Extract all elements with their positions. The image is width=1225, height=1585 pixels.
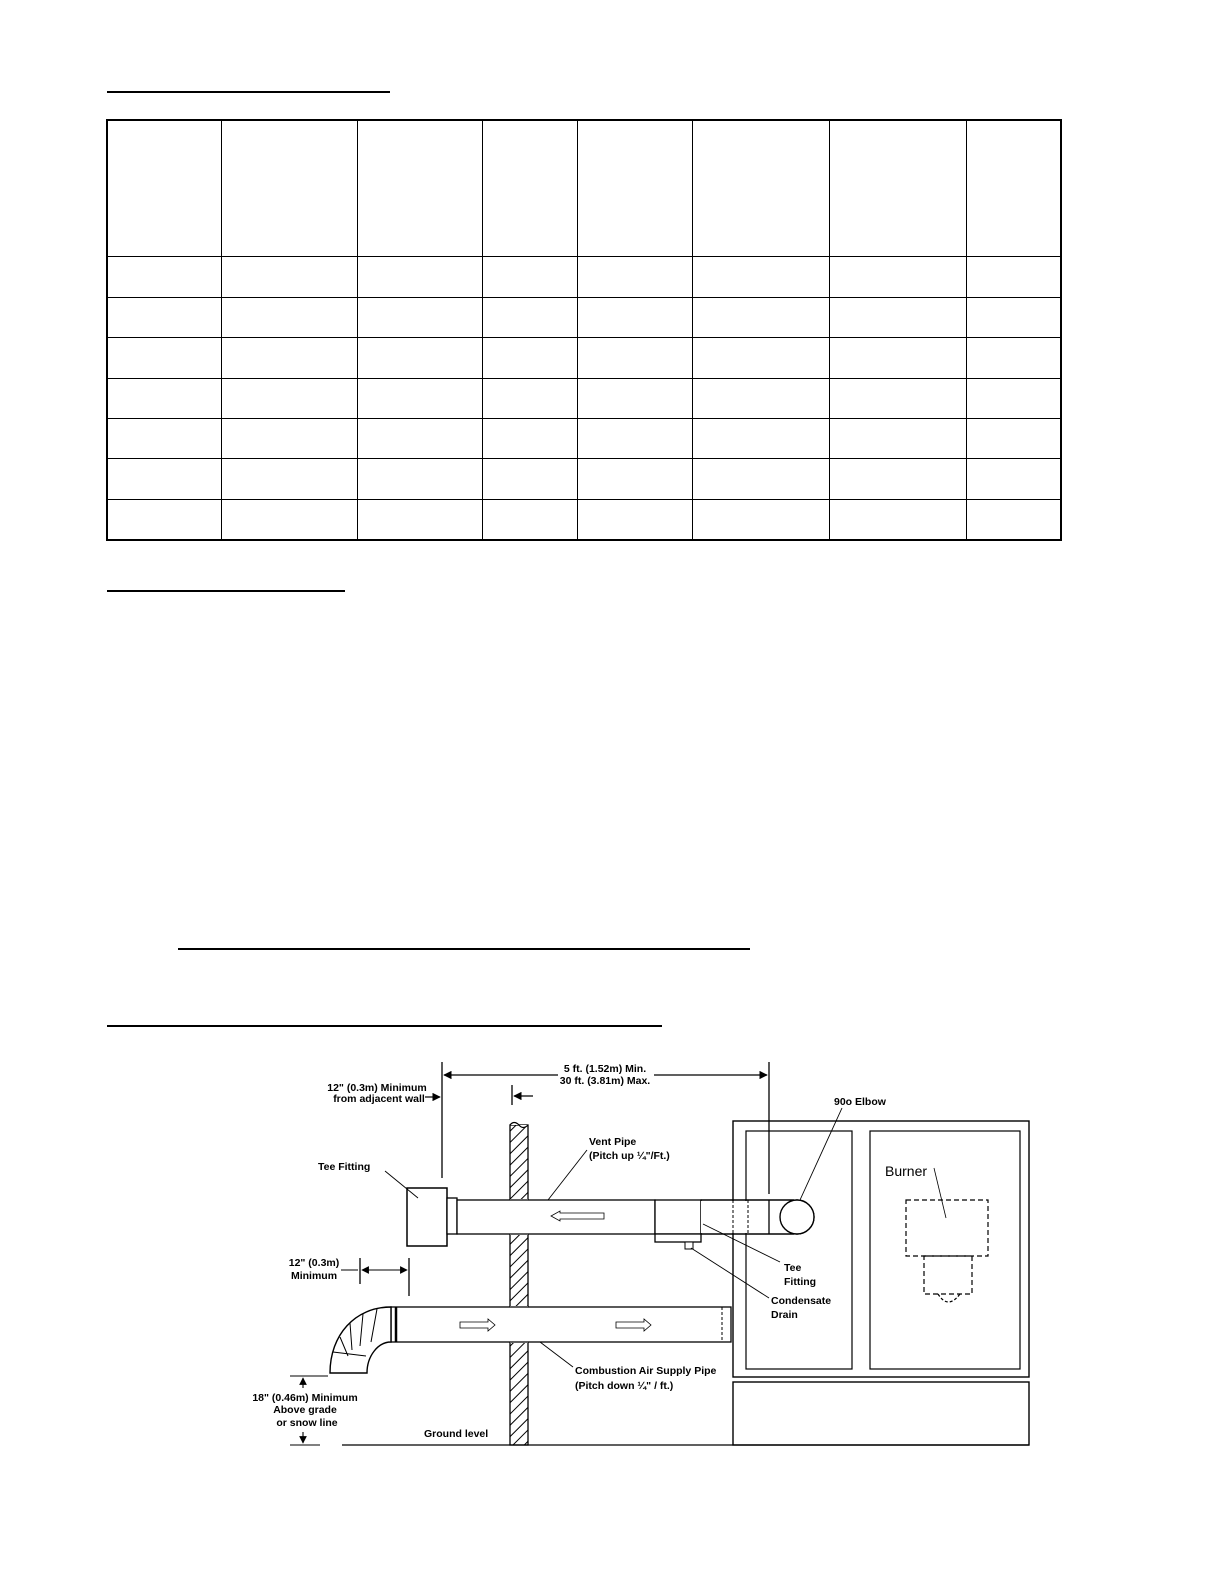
elbow-label: 90o Elbow — [834, 1096, 886, 1108]
table-cell — [692, 378, 829, 418]
table-cell — [577, 297, 692, 337]
table-cell — [829, 499, 966, 540]
table-cell — [966, 499, 1061, 540]
grade-clearance-line2: Above grade — [273, 1404, 337, 1416]
tee-fitting-right-label-2: Fitting — [784, 1276, 817, 1288]
table-row — [107, 257, 1061, 297]
header-cell — [107, 120, 221, 257]
table-cell — [577, 499, 692, 540]
table-row — [107, 419, 1061, 459]
table-cell — [221, 459, 357, 499]
header-cell — [577, 120, 692, 257]
table-cell — [107, 419, 221, 459]
header-cell — [692, 120, 829, 257]
heading-underline-3 — [178, 948, 750, 950]
heading-underline-2 — [107, 590, 345, 592]
furnace-cabinet — [701, 1121, 1029, 1445]
table-cell — [357, 378, 482, 418]
vent-length-dimension — [442, 1062, 769, 1194]
table-row — [107, 459, 1061, 499]
grade-clearance-dimension — [252, 1376, 357, 1445]
vent-length-max-label: 30 ft. (3.81m) Max. — [559, 1075, 651, 1087]
table-cell — [829, 378, 966, 418]
table-cell — [107, 257, 221, 297]
table-cell — [577, 257, 692, 297]
table-cell — [577, 419, 692, 459]
table-cell — [692, 459, 829, 499]
table-cell — [692, 297, 829, 337]
table-cell — [692, 257, 829, 297]
vent-pipe-label-2: (Pitch up ¼"/Ft.) — [589, 1150, 670, 1162]
table-cell — [482, 499, 577, 540]
table-cell — [357, 338, 482, 378]
tee-fitting-left-label: Tee Fitting — [318, 1161, 371, 1173]
pipe-spacing-line1: 12" (0.3m) — [288, 1257, 340, 1269]
table-cell — [692, 419, 829, 459]
table-cell — [829, 459, 966, 499]
table-cell — [357, 499, 482, 540]
table-cell — [357, 257, 482, 297]
spec-table — [106, 119, 1062, 541]
table-cell — [966, 257, 1061, 297]
table-cell — [107, 297, 221, 337]
table-row — [107, 378, 1061, 418]
vent-pipe-label-1: Vent Pipe — [589, 1136, 637, 1148]
grade-clearance-line3: or snow line — [276, 1417, 338, 1429]
table-cell — [829, 257, 966, 297]
table-cell — [482, 338, 577, 378]
condensate-drain-label-1: Condensate — [771, 1295, 832, 1307]
table-cell — [221, 378, 357, 418]
header-cell — [221, 120, 357, 257]
header-cell — [966, 120, 1061, 257]
table-cell — [107, 499, 221, 540]
table-cell — [221, 338, 357, 378]
table-cell — [966, 459, 1061, 499]
grade-clearance-line1: 18" (0.46m) Minimum — [252, 1392, 358, 1404]
table-cell — [482, 257, 577, 297]
header-cell — [482, 120, 577, 257]
table-cell — [482, 419, 577, 459]
tee-fitting-right-label-1: Tee — [784, 1262, 802, 1274]
table-cell — [482, 378, 577, 418]
combustion-pipe-label-1: Combustion Air Supply Pipe — [575, 1365, 717, 1377]
table-cell — [692, 499, 829, 540]
table-cell — [107, 459, 221, 499]
table-cell — [107, 338, 221, 378]
table-cell — [107, 378, 221, 418]
table-cell — [966, 297, 1061, 337]
condensate-drain-label-2: Drain — [771, 1309, 798, 1321]
table-cell — [829, 297, 966, 337]
combustion-air-pipe — [330, 1306, 731, 1373]
table-row — [107, 499, 1061, 540]
table-cell — [221, 419, 357, 459]
table-cell — [221, 297, 357, 337]
heading-underline-1 — [107, 91, 390, 93]
table-cell — [966, 378, 1061, 418]
table-cell — [692, 338, 829, 378]
table-row — [107, 297, 1061, 337]
wall-clearance-line1: 12" (0.3m) Minimum — [327, 1082, 427, 1094]
table-cell — [482, 459, 577, 499]
combustion-pipe-label-2: (Pitch down ¼" / ft.) — [575, 1380, 674, 1392]
table-cell — [357, 419, 482, 459]
vent-installation-diagram — [0, 1040, 1225, 1465]
table-cell — [577, 459, 692, 499]
table-cell — [221, 499, 357, 540]
pipe-spacing-line2: Minimum — [290, 1270, 338, 1282]
heading-underline-4 — [107, 1025, 662, 1027]
table-cell — [829, 338, 966, 378]
table-cell — [357, 297, 482, 337]
wall-clearance-dimension — [327, 1082, 533, 1105]
table-cell — [482, 297, 577, 337]
vent-length-min-label: 5 ft. (1.52m) Min. — [563, 1063, 647, 1075]
pipe-spacing-dimension — [289, 1257, 409, 1296]
burner-label: Burner — [885, 1163, 928, 1179]
table-cell — [221, 257, 357, 297]
table-row — [107, 338, 1061, 378]
header-cell — [357, 120, 482, 257]
table-cell — [829, 419, 966, 459]
building-wall — [510, 1123, 528, 1446]
header-cell — [829, 120, 966, 257]
burner — [885, 1163, 988, 1302]
ground-level-label: Ground level — [424, 1428, 489, 1440]
table-cell — [966, 419, 1061, 459]
table-cell — [966, 338, 1061, 378]
table-cell — [357, 459, 482, 499]
table-cell — [577, 338, 692, 378]
table-cell — [577, 378, 692, 418]
wall-clearance-line2: from adjacent wall — [333, 1093, 425, 1105]
table-header-row — [107, 120, 1061, 257]
